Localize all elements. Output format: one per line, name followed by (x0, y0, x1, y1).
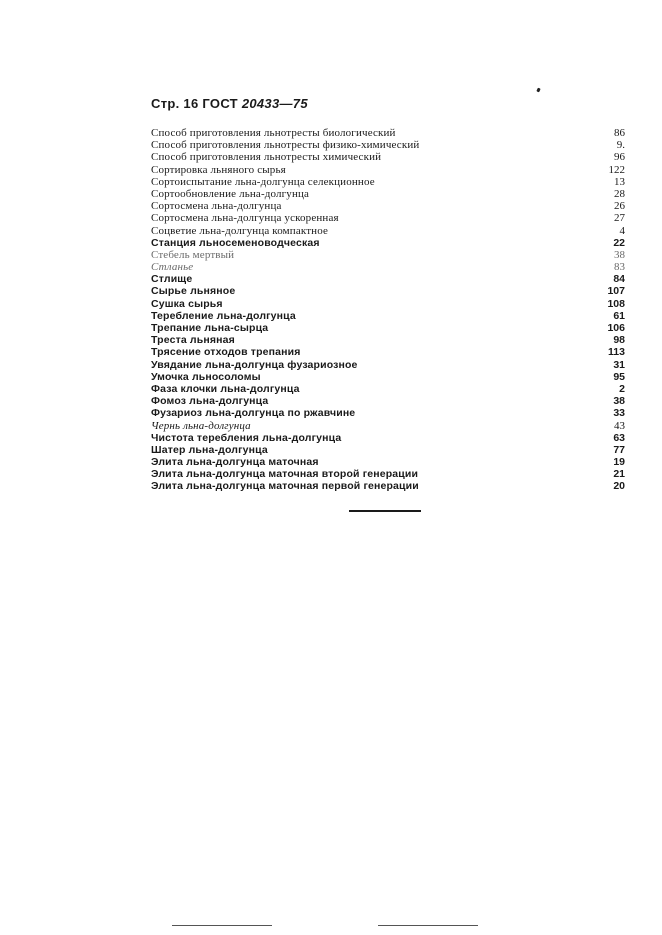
index-page-number: 9. (616, 139, 625, 152)
index-page-number: 28 (614, 187, 625, 200)
index-page-number: 63 (613, 431, 625, 444)
index-entry (151, 334, 625, 346)
index-term: Умочка льносоломы (151, 370, 261, 383)
index-term: Сортоиспытание льна-долгунца селекционное (151, 175, 375, 188)
index-term: Сырье льняное (151, 285, 236, 298)
index-page-number: 31 (613, 358, 625, 371)
standard-label: ГОСТ (202, 96, 238, 111)
index-entry (151, 139, 625, 151)
index-term: Чистота теребления льна-долгунца (151, 431, 342, 444)
index-entry (151, 164, 625, 176)
index-page-number: 86 (614, 127, 625, 139)
index-term: Сортосмена льна-долгунца ускоренная (151, 212, 339, 225)
index-entry (151, 127, 625, 139)
index-entry (151, 176, 625, 188)
index-entry (151, 310, 625, 322)
index-page-number: 84 (613, 273, 625, 286)
index-page-number: 113 (608, 346, 625, 359)
index-page-number: 98 (613, 334, 625, 347)
index-term: Фузариоз льна-долгунца по ржавчине (151, 407, 356, 420)
index-page-number: 33 (613, 407, 625, 420)
index-term: Сушка сырья (151, 297, 223, 310)
index-page-number: 77 (613, 443, 625, 456)
index-term: Увядание льна-долгунца фузариозное (151, 358, 358, 371)
index-entry (151, 395, 625, 407)
page-header (151, 96, 308, 111)
index-entry (151, 151, 625, 163)
index-term: Шатер льна-долгунца (151, 443, 268, 456)
index-page-number: 122 (608, 163, 625, 176)
index-entry (151, 200, 625, 212)
index-page-number: 61 (613, 309, 625, 322)
index-page-number: 27 (614, 212, 625, 225)
index-entry (151, 322, 625, 334)
standard-number: 20433—75 (241, 96, 308, 111)
index-page-number: 26 (614, 200, 625, 213)
index-term: Стлище (151, 273, 193, 286)
index-entry (151, 407, 625, 419)
index-entry (151, 237, 625, 249)
index-term: Теребление льна-долгунца (151, 309, 296, 322)
index-entry (151, 212, 625, 224)
index-term: Стебель мертвый (151, 248, 235, 261)
index-term: Способ приготовления льнотресты биологический (151, 127, 396, 139)
index-entry (151, 249, 625, 261)
subject-index (151, 127, 625, 493)
index-entry (151, 346, 625, 358)
index-term: Сортировка льняного сырья (151, 163, 286, 176)
index-entry (151, 261, 625, 273)
index-term: Чернь льна-долгунца (151, 419, 251, 432)
index-entry (151, 371, 625, 383)
index-page-number: 2 (619, 382, 625, 395)
index-page-number: 38 (613, 395, 625, 408)
index-term: Станция льносеменоводческая (151, 236, 320, 249)
index-entry (151, 359, 625, 371)
index-entry (151, 298, 625, 310)
index-entry (151, 285, 625, 297)
index-page-number: 21 (613, 468, 625, 481)
index-page-number: 107 (607, 285, 625, 298)
index-term: Сортообновление льна-долгунца (151, 187, 310, 200)
index-page-number: 13 (614, 175, 625, 188)
index-page-number: 4 (619, 224, 625, 237)
footer-rule-right (378, 925, 478, 926)
index-page-number: 95 (613, 370, 625, 383)
index-page-number: 83 (614, 261, 625, 274)
index-entry (151, 383, 625, 395)
index-term: Треста льняная (151, 334, 235, 347)
index-entry (151, 468, 625, 480)
index-page-number: 96 (614, 151, 625, 164)
index-page-number: 43 (614, 419, 625, 432)
index-entry (151, 456, 625, 468)
index-term: Трепание льна-сырца (151, 322, 269, 334)
index-entry (151, 432, 625, 444)
index-term: Фаза клочки льна-долгунца (151, 382, 300, 395)
end-rule (349, 510, 421, 512)
index-page-number: 22 (613, 236, 625, 249)
index-page-number: 38 (614, 248, 625, 261)
ink-speck (536, 88, 540, 93)
index-page-number: 108 (607, 297, 625, 310)
index-term: Элита льна-долгунца маточная (151, 456, 319, 469)
index-entry (151, 480, 625, 492)
index-entry (151, 420, 625, 432)
index-term: Элита льна-долгунца маточная второй генерации (151, 468, 419, 481)
index-term: Элита льна-долгунца маточная первой генерации (151, 480, 419, 493)
index-page-number: 19 (613, 456, 625, 469)
footer-rule-left (172, 925, 272, 926)
index-term: Трясение отходов трепания (151, 346, 301, 359)
index-term: Стланье (151, 261, 194, 274)
index-entry (151, 225, 625, 237)
index-entry (151, 273, 625, 285)
index-entry (151, 444, 625, 456)
index-term: Фомоз льна-долгунца (151, 395, 269, 408)
index-entry (151, 188, 625, 200)
index-page-number: 106 (607, 322, 625, 334)
index-page-number: 20 (613, 480, 625, 493)
index-term: Сортосмена льна-долгунца (151, 200, 282, 213)
index-term: Способ приготовления льнотресты физико-химический (151, 139, 420, 152)
index-term: Способ приготовления льнотресты химический (151, 151, 382, 164)
page-label: Стр. 16 (151, 96, 199, 111)
index-term: Соцветие льна-долгунца компактное (151, 224, 329, 237)
